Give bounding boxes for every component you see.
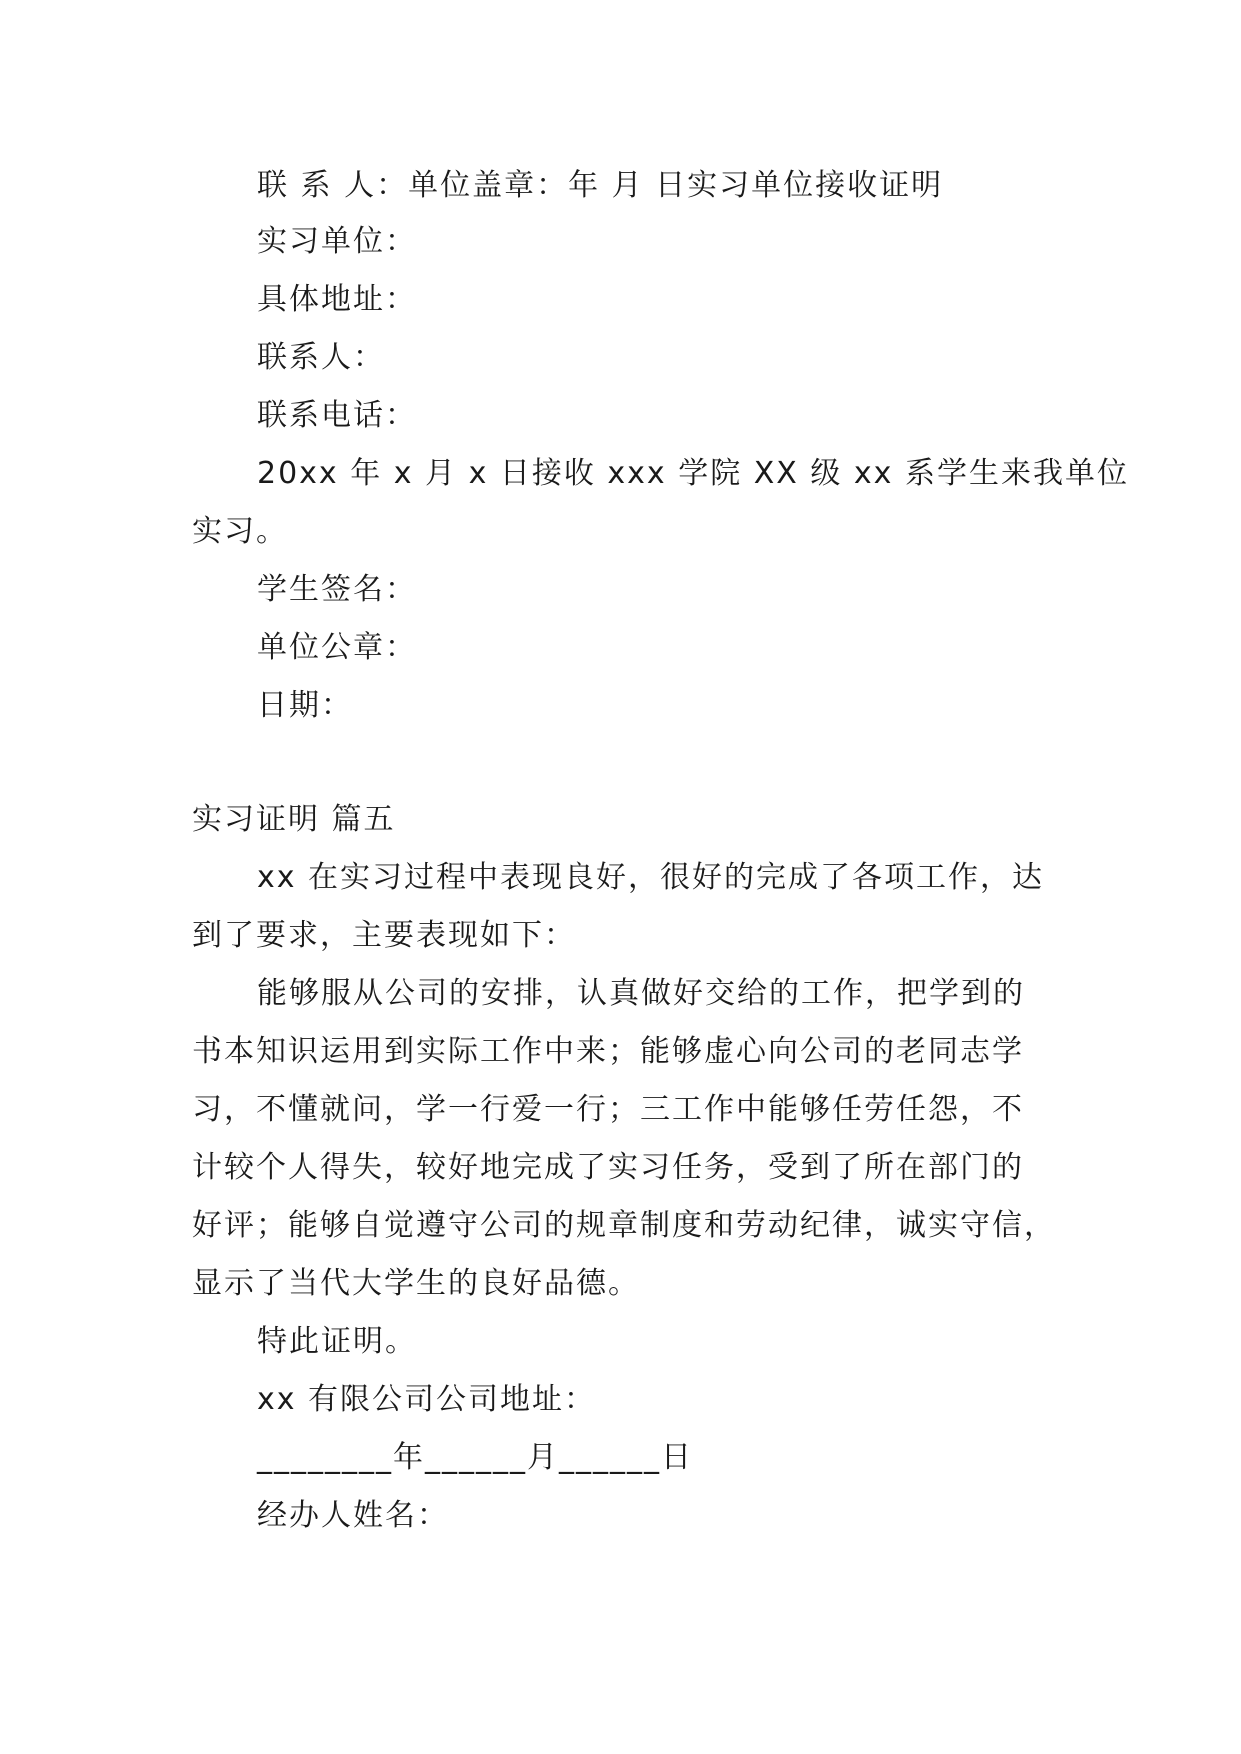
paragraph2-line3: 习，不懂就问，学一行爱一行；三工作中能够任劳任怨，不 <box>192 1092 1024 1127</box>
date-blank-line: ________年______月______日 <box>257 1440 693 1475</box>
unit-seal-label: 单位公章： <box>257 630 417 665</box>
receive-statement-line2: 实习。 <box>192 514 288 549</box>
date-label: 日期： <box>257 688 353 723</box>
paragraph1-line1: xx 在实习过程中表现良好，很好的完成了各项工作，达 <box>257 860 1045 895</box>
certify-text: 特此证明。 <box>257 1324 417 1359</box>
contact-seal-line: 联 系 人：单位盖章：年 月 日实习单位接收证明 <box>257 168 944 203</box>
student-signature-label: 学生签名： <box>257 572 417 607</box>
paragraph2-line2: 书本知识运用到实际工作中来；能够虚心向公司的老同志学 <box>192 1034 1024 1069</box>
internship-unit-label: 实习单位： <box>257 224 417 259</box>
paragraph2-line6: 显示了当代大学生的良好品德。 <box>192 1266 640 1301</box>
address-label: 具体地址： <box>257 282 417 317</box>
receive-statement-line1: 20xx 年 x 月 x 日接收 xxx 学院 XX 级 xx 系学生来我单位 <box>257 456 1129 491</box>
paragraph2-line5: 好评；能够自觉遵守公司的规章制度和劳动纪律，诚实守信， <box>192 1208 1056 1243</box>
paragraph2-line1: 能够服从公司的安排，认真做好交给的工作，把学到的 <box>257 976 1025 1011</box>
paragraph2-line4: 计较个人得失，较好地完成了实习任务，受到了所在部门的 <box>192 1150 1024 1185</box>
paragraph1-line2: 到了要求，主要表现如下： <box>192 918 576 953</box>
phone-label: 联系电话： <box>257 398 417 433</box>
section-heading: 实习证明 篇五 <box>192 802 396 837</box>
company-address-label: xx 有限公司公司地址： <box>257 1382 597 1417</box>
handler-name-label: 经办人姓名： <box>257 1498 449 1533</box>
contact-person-label: 联系人： <box>257 340 385 375</box>
